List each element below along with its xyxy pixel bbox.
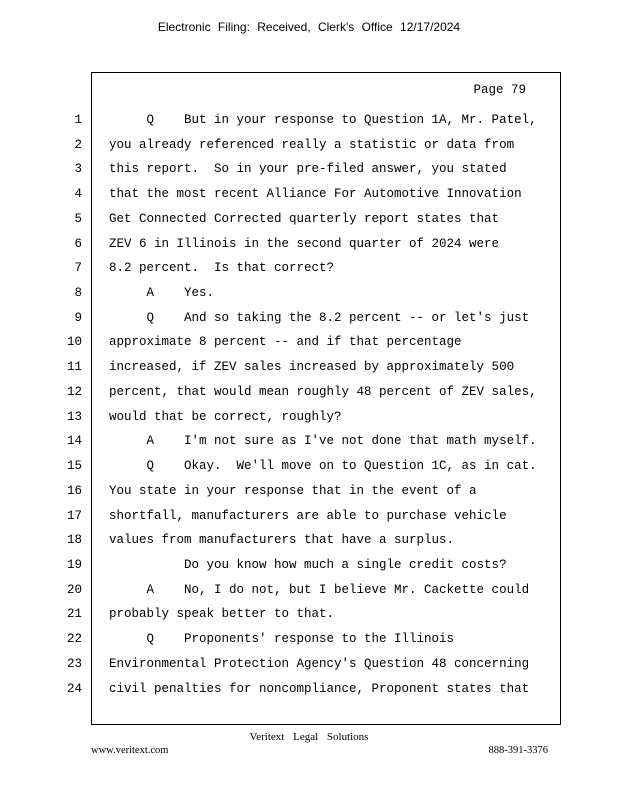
transcript-line: ZEV 6 in Illinois in the second quarter of 2024 were bbox=[109, 236, 500, 251]
transcript-line: A No, I do not, but I believe Mr. Cackette could bbox=[109, 582, 530, 597]
line-number: 16 bbox=[66, 483, 82, 498]
transcript-line: that the most recent Alliance For Automotive Innovation bbox=[109, 187, 522, 202]
line-number: 6 bbox=[74, 236, 82, 251]
line-number-column bbox=[52, 112, 82, 705]
line-number: 12 bbox=[66, 384, 82, 399]
transcript-line: Get Connected Corrected quarterly report states that bbox=[109, 211, 500, 226]
page-number: Page 79 bbox=[473, 83, 526, 97]
filing-stamp-header: Electronic Filing: Received, Clerk's Office 12/17/2024 bbox=[157, 20, 461, 34]
transcript-line: this report. So in your pre-filed answer, you stated bbox=[109, 162, 507, 177]
line-number: 13 bbox=[66, 409, 82, 424]
transcript-line: probably speak better to that. bbox=[109, 607, 335, 622]
transcript-line: 8.2 percent. Is that correct? bbox=[109, 261, 335, 276]
transcript-line: You state in your response that in the event of a bbox=[109, 483, 477, 498]
transcript-line: shortfall, manufacturers are able to purchase vehicle bbox=[109, 508, 507, 523]
line-number: 4 bbox=[74, 187, 82, 202]
footer-website: www.veritext.com bbox=[91, 745, 169, 756]
transcript-line: A Yes. bbox=[109, 286, 215, 301]
line-number: 14 bbox=[66, 434, 82, 449]
transcript-line: Environmental Protection Agency's Question 48 concerning bbox=[109, 656, 530, 671]
line-number: 23 bbox=[66, 656, 82, 671]
transcript-line: Q And so taking the 8.2 percent -- or let's just bbox=[109, 310, 530, 325]
line-number: 22 bbox=[66, 632, 82, 647]
line-number: 2 bbox=[74, 137, 82, 152]
transcript-line: values from manufacturers that have a surplus. bbox=[109, 533, 455, 548]
transcript-line: civil penalties for noncompliance, Proponent states that bbox=[109, 681, 530, 696]
line-number: 9 bbox=[74, 310, 82, 325]
footer-phone: 888-391-3376 bbox=[488, 745, 548, 756]
transcript-line: approximate 8 percent -- and if that percentage bbox=[109, 335, 462, 350]
transcript-line: Q Proponents' response to the Illinois bbox=[109, 632, 455, 647]
line-number: 20 bbox=[66, 582, 82, 597]
line-number: 17 bbox=[66, 508, 82, 523]
transcript-line: Q Okay. We'll move on to Question 1C, as in cat. bbox=[109, 459, 537, 474]
line-number: 15 bbox=[66, 459, 82, 474]
line-number: 1 bbox=[74, 113, 82, 127]
transcript-line: Q But in your response to Question 1A, Mr. Patel, bbox=[109, 113, 537, 127]
footer-company: Veritext Legal Solutions bbox=[249, 731, 369, 743]
line-number: 11 bbox=[66, 360, 82, 375]
transcript-line: Do you know how much a single credit costs? bbox=[109, 557, 507, 572]
line-number: 7 bbox=[74, 261, 82, 276]
line-number: 21 bbox=[66, 607, 82, 622]
line-number: 3 bbox=[74, 162, 82, 177]
line-number: 8 bbox=[74, 286, 82, 301]
transcript-line: increased, if ZEV sales increased by approximately 500 bbox=[109, 360, 515, 375]
line-number: 5 bbox=[74, 211, 82, 226]
transcript-line: percent, that would mean roughly 48 percent of ZEV sales, bbox=[109, 384, 537, 399]
line-number: 10 bbox=[66, 335, 82, 350]
line-number: 19 bbox=[66, 557, 82, 572]
line-number: 18 bbox=[66, 533, 82, 548]
transcript-line: A I'm not sure as I've not done that math myself. bbox=[109, 434, 537, 449]
transcript-text bbox=[109, 112, 555, 705]
transcript-line: would that be correct, roughly? bbox=[109, 409, 342, 424]
transcript-line: you already referenced really a statistic or data from bbox=[109, 137, 515, 152]
line-number: 24 bbox=[66, 681, 82, 696]
